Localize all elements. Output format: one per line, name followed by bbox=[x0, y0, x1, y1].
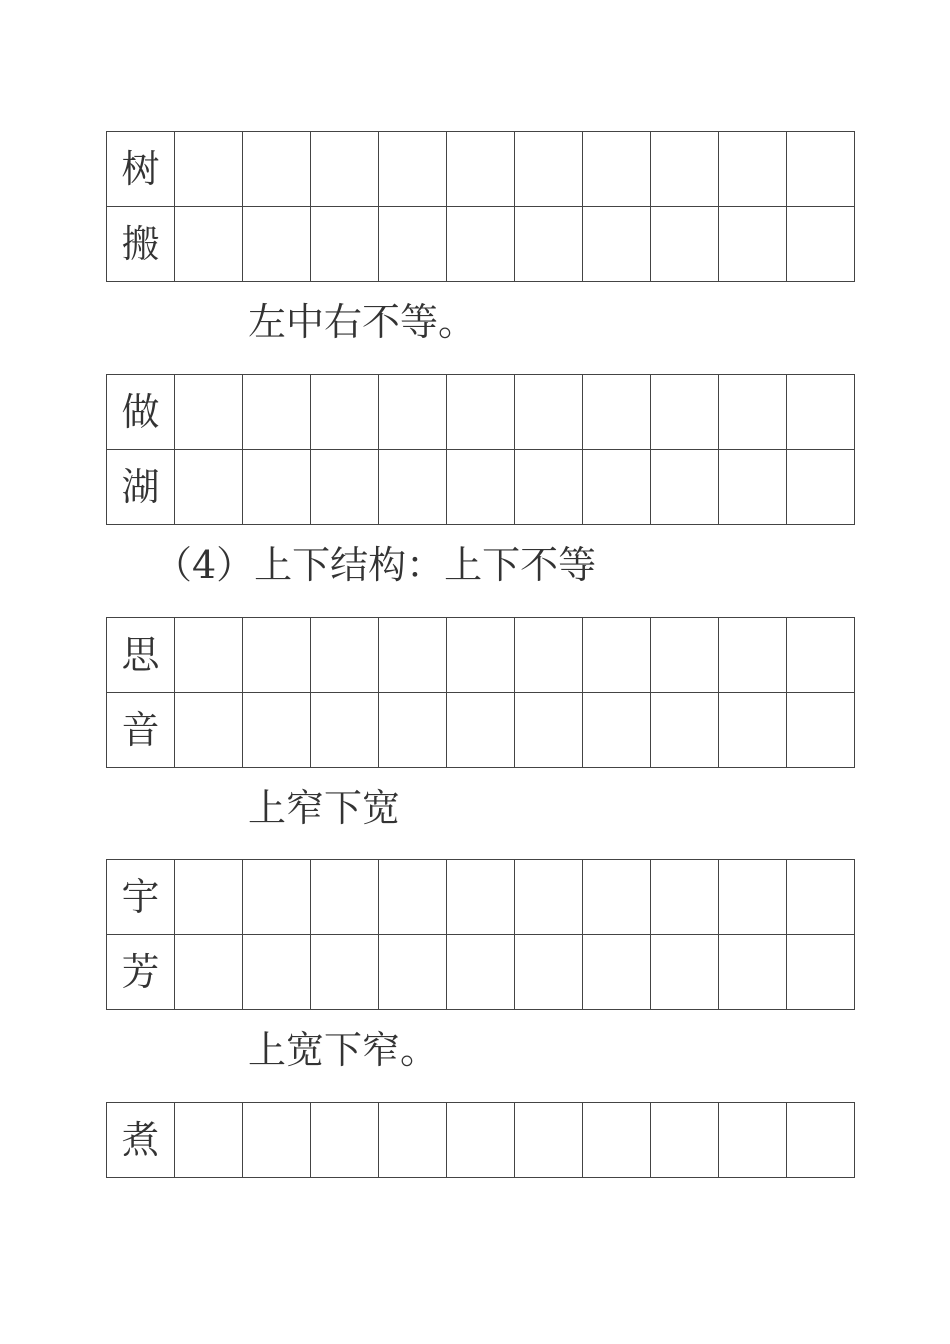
practice-cell bbox=[175, 935, 243, 1010]
practice-cell bbox=[651, 860, 719, 935]
practice-cell bbox=[379, 860, 447, 935]
practice-cell bbox=[243, 935, 311, 1010]
practice-cell bbox=[311, 207, 379, 282]
practice-cell bbox=[583, 375, 651, 450]
practice-cell bbox=[651, 450, 719, 525]
practice-cell bbox=[175, 618, 243, 693]
grid-row bbox=[107, 207, 855, 282]
practice-cell bbox=[651, 935, 719, 1010]
practice-cell bbox=[311, 450, 379, 525]
practice-cell bbox=[719, 207, 787, 282]
practice-cell bbox=[379, 375, 447, 450]
example-character-cell: 芳 bbox=[107, 935, 175, 1010]
practice-cell bbox=[243, 693, 311, 768]
practice-cell bbox=[515, 375, 583, 450]
practice-cell bbox=[787, 693, 855, 768]
practice-cell bbox=[243, 207, 311, 282]
practice-cell bbox=[311, 618, 379, 693]
practice-cell bbox=[379, 693, 447, 768]
example-character-cell: 煮 bbox=[107, 1103, 175, 1178]
practice-cell bbox=[787, 860, 855, 935]
practice-cell bbox=[515, 132, 583, 207]
grid-row bbox=[107, 935, 855, 1010]
practice-cell bbox=[175, 450, 243, 525]
practice-cell bbox=[311, 935, 379, 1010]
practice-cell bbox=[583, 935, 651, 1010]
practice-cell bbox=[583, 132, 651, 207]
practice-cell bbox=[379, 935, 447, 1010]
practice-cell bbox=[719, 1103, 787, 1178]
practice-cell bbox=[243, 1103, 311, 1178]
practice-cell bbox=[719, 450, 787, 525]
practice-cell bbox=[243, 450, 311, 525]
grid-row bbox=[107, 1103, 855, 1178]
caption-top-narrow-bottom-wide: 上窄下宽 bbox=[248, 786, 401, 830]
practice-cell bbox=[787, 935, 855, 1010]
grid-row bbox=[107, 618, 855, 693]
practice-cell bbox=[583, 450, 651, 525]
example-character-cell: 搬 bbox=[107, 207, 175, 282]
practice-cell bbox=[719, 375, 787, 450]
practice-grid-4 bbox=[106, 859, 855, 1010]
example-character-cell: 宇 bbox=[107, 860, 175, 935]
practice-cell bbox=[651, 618, 719, 693]
caption-left-middle-right-unequal: 左中右不等。 bbox=[248, 300, 477, 344]
caption-top-wide-bottom-narrow: 上宽下窄。 bbox=[248, 1028, 439, 1072]
practice-cell bbox=[175, 132, 243, 207]
practice-cell bbox=[787, 132, 855, 207]
grid-row bbox=[107, 860, 855, 935]
section-4-heading: （4）上下结构：上下不等 bbox=[154, 543, 597, 587]
grid-row bbox=[107, 693, 855, 768]
grid-row bbox=[107, 132, 855, 207]
practice-cell bbox=[447, 693, 515, 768]
practice-cell bbox=[243, 618, 311, 693]
practice-cell bbox=[787, 450, 855, 525]
practice-cell bbox=[583, 693, 651, 768]
practice-cell bbox=[719, 860, 787, 935]
practice-cell bbox=[447, 132, 515, 207]
practice-grid-5 bbox=[106, 1102, 855, 1178]
practice-cell bbox=[379, 618, 447, 693]
practice-grid-3 bbox=[106, 617, 855, 768]
practice-cell bbox=[583, 1103, 651, 1178]
practice-cell bbox=[515, 693, 583, 768]
practice-cell bbox=[243, 860, 311, 935]
practice-cell bbox=[515, 618, 583, 693]
practice-cell bbox=[515, 1103, 583, 1178]
practice-cell bbox=[651, 132, 719, 207]
practice-cell bbox=[175, 860, 243, 935]
practice-cell bbox=[243, 132, 311, 207]
practice-cell bbox=[175, 207, 243, 282]
practice-cell bbox=[447, 375, 515, 450]
practice-cell bbox=[651, 1103, 719, 1178]
practice-cell bbox=[175, 693, 243, 768]
practice-cell bbox=[447, 1103, 515, 1178]
practice-cell bbox=[311, 375, 379, 450]
practice-cell bbox=[175, 1103, 243, 1178]
practice-cell bbox=[719, 935, 787, 1010]
practice-cell bbox=[379, 207, 447, 282]
example-character-cell: 思 bbox=[107, 618, 175, 693]
practice-cell bbox=[447, 207, 515, 282]
practice-cell bbox=[311, 693, 379, 768]
practice-cell bbox=[311, 1103, 379, 1178]
practice-cell bbox=[311, 860, 379, 935]
grid-row bbox=[107, 375, 855, 450]
practice-cell bbox=[515, 207, 583, 282]
practice-cell bbox=[243, 375, 311, 450]
practice-cell bbox=[787, 207, 855, 282]
practice-cell bbox=[379, 132, 447, 207]
example-character-cell: 做 bbox=[107, 375, 175, 450]
practice-cell bbox=[447, 860, 515, 935]
practice-cell bbox=[787, 618, 855, 693]
example-character-cell: 湖 bbox=[107, 450, 175, 525]
practice-cell bbox=[787, 1103, 855, 1178]
practice-cell bbox=[719, 693, 787, 768]
practice-cell bbox=[311, 132, 379, 207]
grid-row bbox=[107, 450, 855, 525]
practice-cell bbox=[379, 450, 447, 525]
practice-cell bbox=[515, 450, 583, 525]
practice-cell bbox=[175, 375, 243, 450]
example-character-cell: 音 bbox=[107, 693, 175, 768]
practice-cell bbox=[583, 618, 651, 693]
practice-cell bbox=[515, 860, 583, 935]
practice-cell bbox=[651, 207, 719, 282]
practice-cell bbox=[447, 935, 515, 1010]
practice-cell bbox=[447, 450, 515, 525]
practice-cell bbox=[787, 375, 855, 450]
practice-cell bbox=[651, 375, 719, 450]
practice-cell bbox=[447, 618, 515, 693]
practice-cell bbox=[583, 207, 651, 282]
practice-grid-2 bbox=[106, 374, 855, 525]
practice-cell bbox=[515, 935, 583, 1010]
practice-grid-1 bbox=[106, 131, 855, 282]
practice-cell bbox=[583, 860, 651, 935]
practice-cell bbox=[719, 132, 787, 207]
practice-cell bbox=[651, 693, 719, 768]
practice-cell bbox=[719, 618, 787, 693]
example-character-cell: 树 bbox=[107, 132, 175, 207]
practice-cell bbox=[379, 1103, 447, 1178]
